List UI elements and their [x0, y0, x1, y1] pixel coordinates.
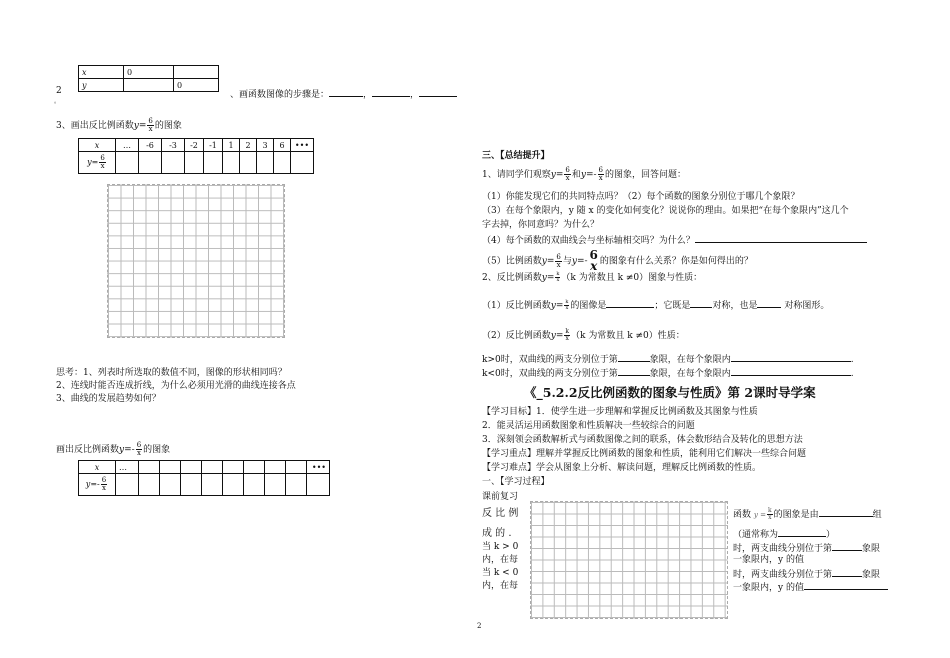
table1-cell — [116, 152, 139, 174]
q1-line-4 — [482, 233, 867, 247]
xy-table-empty — [174, 66, 219, 79]
fraction — [555, 254, 561, 269]
q2-p2: （k 为常数且 k ≠0）图象与性质： — [561, 273, 703, 283]
graph-grid-2 — [530, 501, 728, 619]
table2-first: … — [116, 461, 139, 474]
q1-y2: y=- — [580, 170, 597, 180]
fraction — [564, 300, 569, 311]
goal-line-2: 2．能灵活运用函数图象和性质解决一些较综合的问题 — [482, 421, 695, 431]
table1-value: -2 — [185, 139, 204, 152]
q1-heading — [482, 167, 686, 182]
item4-suffix: 的图象 — [143, 445, 171, 455]
r6-a: 一象限内，y 的值 — [733, 583, 804, 593]
blank — [832, 541, 862, 551]
item4-heading — [56, 442, 170, 457]
xy-table-y-cell: 0 — [174, 79, 219, 92]
value-table-2 — [78, 460, 330, 496]
blank — [618, 366, 650, 376]
table1-value: … — [116, 139, 139, 152]
review-col-left-3: 当 k > 0 — [482, 542, 519, 552]
table2-cell — [244, 474, 265, 496]
q2-heading — [482, 272, 702, 284]
review-col-left-6: 内，在每 — [482, 581, 519, 591]
table2-yeq: y=- — [85, 479, 100, 489]
table2-cell — [244, 461, 265, 474]
xy-table-x-cell: 0 — [124, 66, 174, 79]
fraction — [598, 167, 604, 182]
blank — [731, 366, 851, 376]
fraction-num: 6 — [565, 166, 570, 174]
table1-cell — [185, 152, 204, 174]
table1-cell — [223, 152, 240, 174]
table2-cell — [286, 461, 307, 474]
process-heading: 一、【学习过程】 — [482, 477, 550, 487]
blank — [804, 580, 888, 590]
blank — [372, 87, 410, 97]
kpos-p1: k>0时，双曲线的两支分别位于第 — [482, 355, 618, 365]
q1-5-p2: 的图象有什么关系？你是如何得出的？ — [599, 256, 753, 267]
table1-cell — [162, 152, 185, 174]
xy-table-y-label: y — [79, 79, 124, 92]
r3-b: 象限 — [862, 544, 881, 554]
table1-cell — [291, 152, 314, 174]
blank — [419, 87, 457, 97]
table1-value: ••• — [291, 139, 314, 152]
q2-1-yeq: y= — [550, 301, 564, 311]
q1-y1: y= — [550, 170, 564, 180]
table1-cell — [204, 152, 223, 174]
blank — [695, 233, 867, 243]
table2-y-label — [79, 474, 116, 496]
q1-4-text: （4）每个函数的双曲线会与坐标轴相交吗？为什么？ — [482, 236, 695, 246]
table1-value: 3 — [257, 139, 274, 152]
review-col-right-6 — [733, 580, 888, 594]
fraction-den: x — [590, 259, 598, 273]
fraction-num: 6 — [598, 166, 603, 174]
r1-yeq: y = — [753, 511, 766, 519]
q2-p1: 2、反比例函数 — [482, 273, 542, 283]
r1-c: 组 — [872, 510, 882, 520]
review-col-right-2 — [733, 527, 835, 541]
table1-y-label — [79, 152, 116, 174]
fraction-num: 6 — [136, 441, 142, 449]
kneg-p2: 象限，在每个象限内 — [649, 369, 731, 379]
table1-cell — [274, 152, 291, 174]
item2-text: 、画函数图像的步骤是： — [230, 90, 330, 100]
fraction — [564, 167, 570, 182]
table2-cell — [202, 461, 223, 474]
blank — [778, 527, 826, 537]
fraction-num: k — [767, 507, 772, 514]
value-table-1 — [78, 138, 314, 174]
table2-cell — [202, 474, 223, 496]
fraction-den: x — [565, 335, 569, 342]
q2-line-2 — [482, 329, 685, 342]
table1-yeq: y= — [87, 157, 99, 167]
fraction — [564, 329, 570, 342]
item4-prefix: 画出反比例函数 — [56, 445, 120, 455]
table1-value: 2 — [240, 139, 257, 152]
review-col-right-5 — [733, 567, 880, 581]
q2-2-p1: （2）反比例函数 — [482, 331, 551, 341]
table1-cell — [240, 152, 257, 174]
fraction-den: x — [101, 484, 106, 492]
fraction-den: x — [136, 449, 141, 457]
table2-cell — [160, 474, 181, 496]
q2-1-p1: （1）反比例函数 — [482, 301, 551, 311]
graph-grid-1 — [107, 184, 285, 338]
kpos-p3: . — [850, 355, 854, 365]
review-col-left-1: 反 比 例 — [482, 508, 519, 519]
kpos-p2: 象限，在每个象限内 — [649, 355, 731, 365]
section3-heading: 三、【总结提升】 — [482, 151, 550, 161]
table2-cell — [286, 474, 307, 496]
item3-yeq: y= — [133, 121, 147, 131]
xy-table-x-label: x — [79, 66, 124, 79]
goal-line-3: 3．深刻领会函数解析式与函数图像之间的联系，体会数形结合及转化的思想方法 — [482, 435, 803, 445]
fraction — [147, 118, 153, 133]
table1-value: 6 — [274, 139, 291, 152]
goal-line-1: 【学习目标】1．使学生进一步理解和掌握反比例函数及其图象与性质 — [482, 407, 758, 417]
fraction — [101, 477, 107, 492]
fraction-den: x — [598, 174, 603, 182]
table2-x-label: x — [79, 461, 116, 474]
r5-a: 时，两支曲线分别位于第 — [733, 570, 833, 580]
table2-cell — [181, 461, 202, 474]
table2-cell — [307, 474, 330, 496]
item3-prefix: 3、画出反比例函数 — [56, 121, 134, 131]
blank — [757, 298, 781, 308]
r2-b: ） — [826, 530, 836, 540]
q1-line-1: （1）你能发现它们的共同特点吗？（2）每个函数的图象分别位于哪几个象限？ — [482, 192, 800, 202]
fraction-num: 6 — [589, 248, 598, 262]
review-col-right-3 — [733, 541, 880, 555]
page-number-bottom: 2 — [477, 622, 482, 630]
fraction-num: k — [556, 271, 560, 277]
fraction-den: x — [100, 162, 105, 170]
q1-line-5 — [482, 250, 753, 272]
table2-last: ••• — [307, 461, 330, 474]
fraction-den: x — [556, 260, 561, 269]
fraction — [767, 508, 773, 521]
kneg-p1: k<0时，双曲线的两支分别位于第 — [482, 369, 618, 379]
table1-cell — [257, 152, 274, 174]
item3-suffix: 的图象 — [154, 121, 182, 131]
table1-value: -1 — [204, 139, 223, 152]
blank — [618, 352, 650, 362]
q1-5-y2: y=- — [571, 256, 588, 267]
fraction-num: 6 — [101, 476, 107, 484]
review-col-left-2: 成 的 . — [482, 528, 512, 539]
fraction-num: 6 — [148, 117, 153, 125]
table2-cell — [265, 461, 286, 474]
review-col-right-4: 一象限内，y 的值 — [733, 555, 804, 565]
q2-line-1 — [482, 298, 829, 312]
sep: ， — [363, 90, 373, 100]
q2-1-p5: 对称图形。 — [781, 301, 830, 311]
q2-1-p4: 对称，也是 — [712, 301, 758, 311]
table2-cell — [139, 474, 160, 496]
fraction-den: x — [565, 174, 570, 182]
table1-value: -3 — [162, 139, 185, 152]
fraction-num: 6 — [100, 154, 105, 162]
q2-1-p2: 的图像是 — [570, 301, 607, 311]
small-mark: 。 — [54, 98, 61, 105]
blank — [606, 298, 654, 308]
table1-x-label: x — [79, 139, 116, 152]
table2-cell — [181, 474, 202, 496]
k-negative-line — [482, 366, 854, 380]
q2-2-p2: （k 为常数且 k ≠0）性质： — [571, 331, 685, 341]
item2-number: 2 — [56, 86, 62, 96]
q1-5-y1: y= — [541, 256, 555, 267]
fraction-num: k — [565, 328, 570, 335]
xy-table-empty — [124, 79, 174, 92]
review-col-left-4: 内，在每 — [482, 555, 519, 565]
key-point: 【学习重点】理解并掌握反比例函数的图象和性质，能利用它们解决一些综合问题 — [482, 449, 807, 459]
table1-value: 1 — [223, 139, 240, 152]
blank — [731, 352, 851, 362]
fraction — [555, 272, 560, 283]
sep: ， — [410, 90, 420, 100]
blank — [819, 507, 873, 517]
fraction-den: x — [148, 125, 153, 133]
q1-line-3b: 字去掉，你同意吗？为什么？ — [482, 220, 600, 230]
q1-line-3a: （3）在每个象限内，y 随 x 的变化如何变化？说说你的理由。如果把“在每个象限内”这几个 — [482, 206, 849, 216]
r3-a: 时，两支曲线分别位于第 — [733, 544, 833, 554]
table2-cell — [223, 461, 244, 474]
table1-value: -6 — [139, 139, 162, 152]
table2-cell — [160, 461, 181, 474]
fraction-den: x — [565, 305, 569, 311]
q1-5-mid: 与 — [562, 256, 572, 267]
r1-b: 的图象是由 — [773, 510, 819, 520]
blank — [329, 87, 363, 97]
q2-1-p3: ；它既是 — [654, 301, 691, 311]
think-line-3: 3、曲线的发展趋势如何？ — [56, 394, 161, 404]
k-positive-line — [482, 352, 854, 366]
q2-yeq: y= — [541, 273, 555, 283]
fraction-den: x — [768, 514, 772, 521]
fraction-den: x — [556, 277, 560, 283]
item3-heading — [56, 118, 182, 133]
lesson-title: 《_5.2.2反比例函数的图象与性质》第 2课时导学案 — [524, 385, 816, 400]
difficult-point: 【学习难点】学会从图象上分析、解读问题，理解反比例函数的性质。 — [482, 463, 762, 473]
fraction — [99, 155, 105, 170]
fraction — [136, 442, 142, 457]
table1-cell — [139, 152, 162, 174]
item2-steps — [230, 87, 457, 101]
r5-b: 象限 — [862, 570, 881, 580]
kneg-p3: . — [850, 369, 854, 379]
review-col-right-1 — [733, 507, 882, 521]
q1-5-p1: （5）比例函数 — [482, 256, 542, 267]
table2-cell — [116, 474, 139, 496]
fraction-num: k — [565, 299, 569, 305]
review-heading: 课前复习 — [482, 492, 519, 502]
table2-cell — [139, 461, 160, 474]
q2-2-yeq: y= — [550, 331, 564, 341]
think-line-2: 2、连线时能否连成折线，为什么必须用光滑的曲线连接各点 — [56, 381, 296, 391]
review-col-left-5: 当 k < 0 — [482, 568, 519, 578]
blank — [690, 298, 712, 308]
r2-a: （通常称为 — [733, 530, 779, 540]
q1-mid: 和 — [571, 170, 581, 180]
r1-a: 函数 — [733, 510, 752, 520]
q1-p1: 1、请同学们观察 — [482, 170, 551, 180]
xy-table — [78, 65, 219, 92]
fraction-large — [589, 250, 599, 272]
fraction-num: 6 — [556, 252, 561, 261]
table2-cell — [223, 474, 244, 496]
q1-p2: 的图象，回答问题： — [605, 170, 687, 180]
blank — [832, 567, 862, 577]
item4-yeq: y=- — [119, 445, 135, 455]
table2-cell — [265, 474, 286, 496]
think-line-1: 思考：1、列表时所选取的数值不同，图像的形状相同吗？ — [56, 368, 287, 378]
